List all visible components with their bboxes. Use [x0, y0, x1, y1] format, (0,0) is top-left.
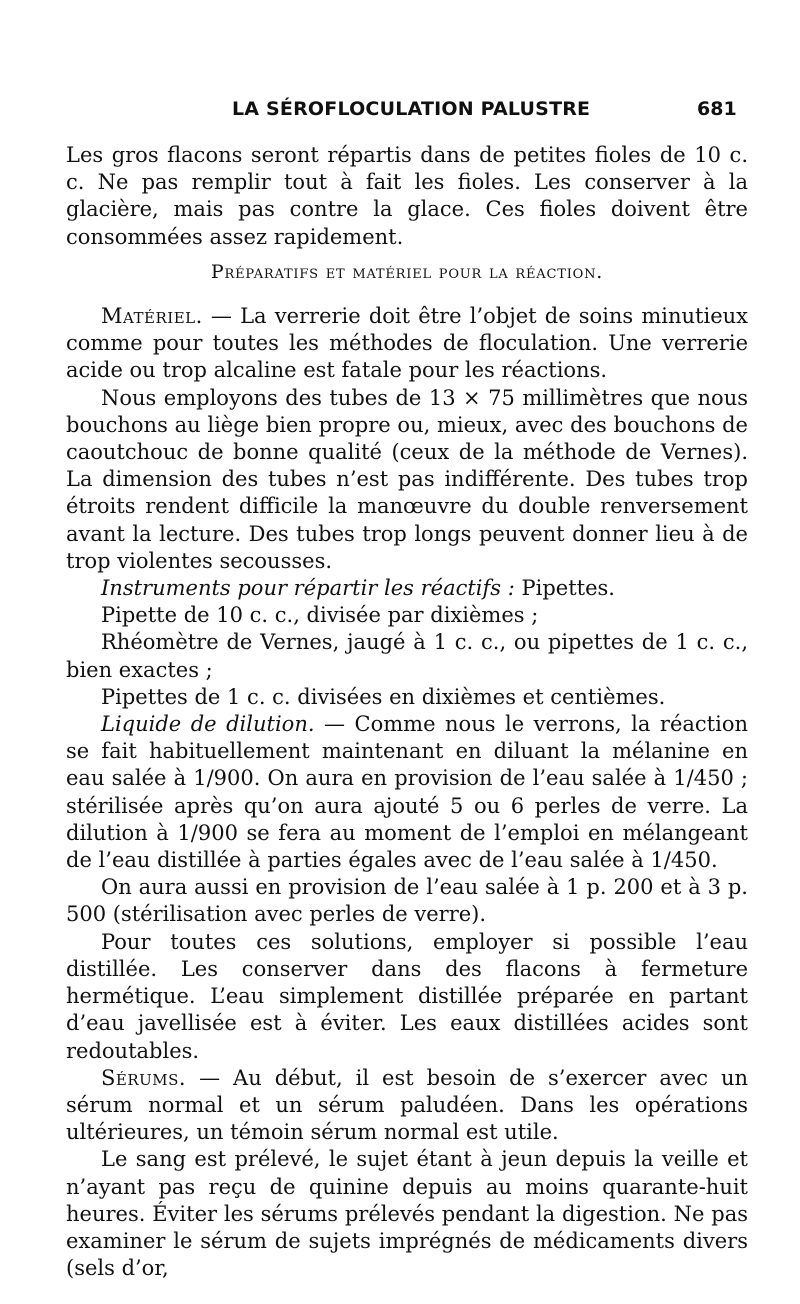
paragraph: On aura aussi en provision de l’eau salée à 1 p. 200 et à 3 p. 500 (stérilisation avec perles de verre). [66, 875, 748, 927]
body-text [66, 142, 748, 1282]
paragraph-label: Instruments pour répartir les réactifs : [101, 576, 515, 601]
paragraph: Rhéomètre de Vernes, jaugé à 1 c. c., ou pipettes de 1 c. c., bien exactes ; [66, 630, 748, 682]
paragraph-text: — Au début, il est besoin de s’exercer avec un sérum normal et un sérum paludéen. Dans les opérations ultérieures, un témoin sérum normal est utile. [66, 1065, 748, 1145]
paragraph: Le sang est prélevé, le sujet étant à jeun depuis la veille et n’ayant pas reçu de quinine depuis au moins quarante-huit heures. Éviter les sérums prélevés pendant la digestion. Ne pas examiner le sérum de sujets imprégnés de médicaments divers (sels d’or, [66, 1147, 748, 1281]
paragraph: Les gros flacons seront répartis dans de petites fioles de 10 c. c. Ne pas remplir tout à fait les fioles. Les conserver à la glacière, mais pas contre la glace. Ces fioles doivent être consommées assez rapidement. [66, 143, 748, 249]
paragraph [66, 1065, 748, 1147]
paragraph-label: Matériel. [101, 304, 203, 329]
paragraph-text: — Comme nous le verrons, la réaction se fait habituellement maintenant en diluant la mélanine en eau salée à 1/900. On aura en provision de l’eau salée à 1/450 ; stérilisée après qu’on aura ajouté 5 ou 6 perles de verre. La dilution à 1/900 se fera au moment de l’emploi en mélangeant de l’eau distillée à parties égales avec de l’eau salée à 1/450. [66, 712, 748, 873]
running-title: LA SÉROFLOCULATION PALUSTRE [232, 98, 591, 120]
paragraph [66, 711, 748, 874]
page-number: 681 [697, 98, 737, 120]
paragraph-label: Sérums. [101, 1065, 187, 1090]
section-heading: Préparatifs et matériel pour la réaction. [210, 260, 604, 283]
paragraph: Nous employons des tubes de 13 × 75 millimètres que nous bouchons au liège bien propre ou, mieux, avec des bouchons de caoutchouc de bonne qualité (ceux de la méthode de Vernes). La dimension des tubes n’est pas indifférente. Des tubes trop étroits rendent difficile la manœuvre du double renversement avant la lecture. Des tubes trop longs peuvent donner lieu à de trop violentes secousses. [66, 385, 748, 573]
paragraph-label: Liquide de dilution. [101, 712, 315, 737]
paragraph: Pour toutes ces solutions, employer si possible l’eau distillée. Les conserver dans des flacons à fermeture hermétique. L’eau simplement distillée préparée en partant d’eau javellisée est à éviter. Les eaux distillées acides sont redoutables. [66, 929, 748, 1063]
paragraph-text: Pipettes. [514, 576, 615, 601]
paragraph: Pipettes de 1 c. c. divisées en dixièmes et centièmes. [101, 684, 666, 709]
paragraph [66, 575, 748, 602]
paragraph: Pipette de 10 c. c., divisée par dixièmes ; [101, 603, 539, 628]
paragraph-text: — La verrerie doit être l’objet de soins minutieux comme pour toutes les méthodes de floculation. Une verrerie acide ou trop alcaline est fatale pour les réactions. [66, 304, 748, 383]
paragraph [66, 303, 748, 385]
page-header [0, 98, 800, 128]
